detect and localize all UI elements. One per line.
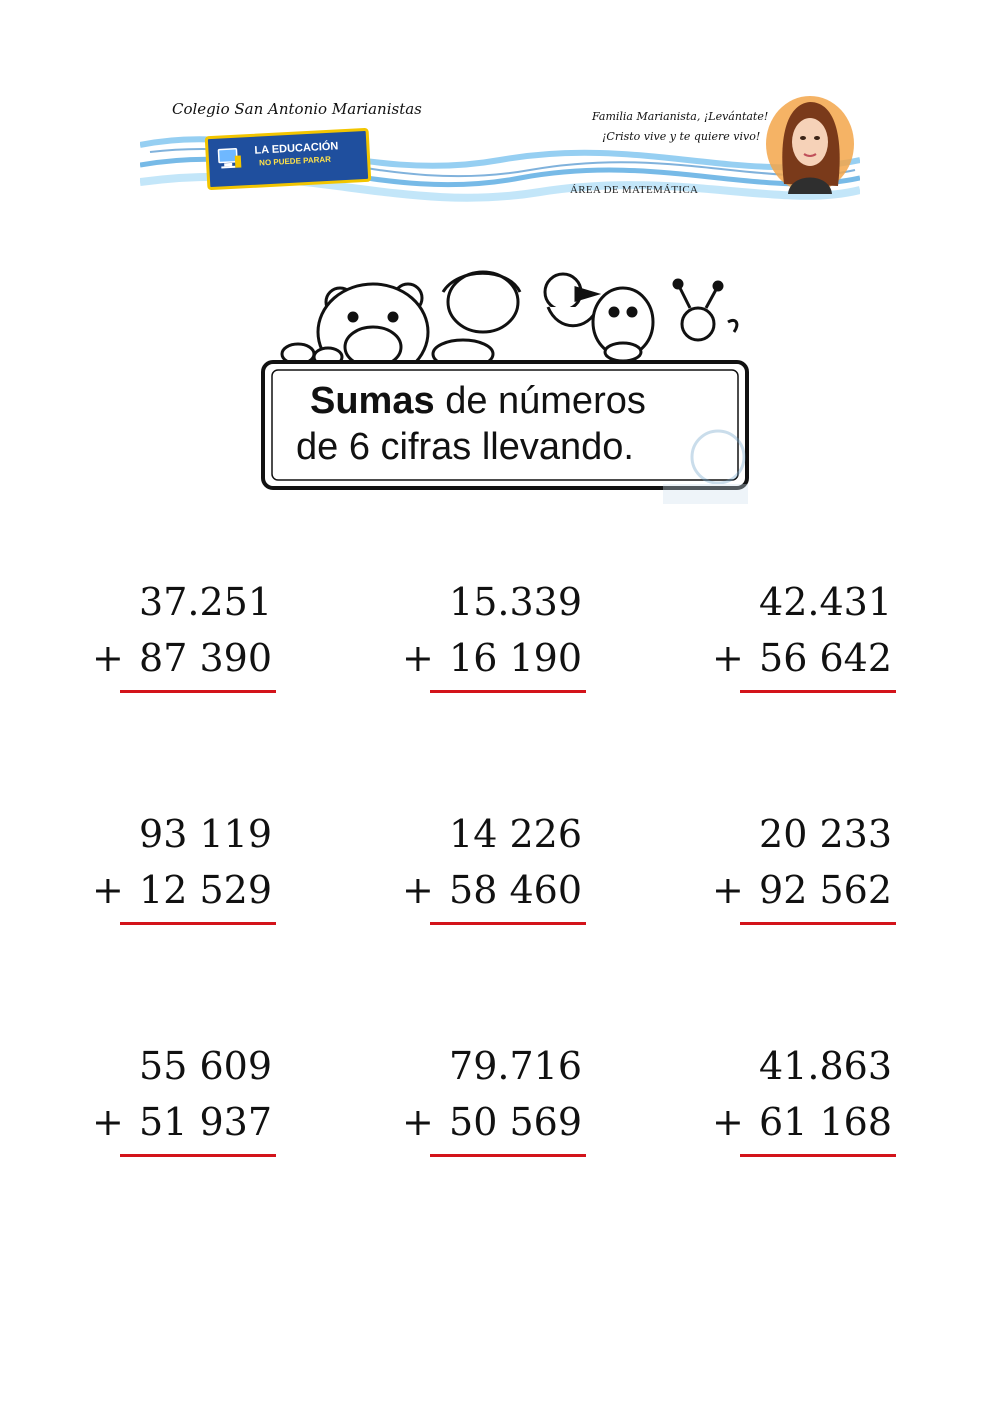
plus-sign: +: [402, 636, 434, 680]
answer-underline: [740, 1154, 896, 1157]
sum-2-addend-top: 15.339: [449, 580, 582, 624]
answer-underline: [740, 690, 896, 693]
answer-underline: [120, 922, 276, 925]
sum-3-addend-bottom: 56 642: [759, 636, 892, 680]
sum-2: [402, 580, 602, 700]
motto-line1: Familia Marianista, ¡Levántate!: [592, 110, 769, 123]
sum-4: [92, 812, 292, 932]
plus-sign: +: [92, 636, 124, 680]
header-banner: [140, 90, 860, 220]
subject-area: ÁREA DE MATEMÁTICA: [570, 184, 699, 196]
sum-9-addend-bottom: 61 168: [759, 1100, 892, 1144]
sum-4-addend-bottom: 12 529: [139, 868, 272, 912]
answer-underline: [740, 922, 896, 925]
worksheet-title-line2: de 6 cifras llevando.: [296, 426, 634, 468]
sum-5-addend-bottom: 58 460: [449, 868, 582, 912]
sum-4-addend-top: 93 119: [139, 812, 272, 856]
answer-underline: [120, 1154, 276, 1157]
school-name: Colegio San Antonio Marianistas: [172, 100, 422, 118]
sum-6-addend-top: 20 233: [759, 812, 892, 856]
sum-6: [712, 812, 912, 932]
campaign-line1: LA EDUCACIÓN: [254, 140, 339, 157]
sum-8-addend-bottom: 50 569: [449, 1100, 582, 1144]
campaign-logo: [205, 128, 372, 191]
computer-icon: [216, 145, 243, 172]
plus-sign: +: [92, 1100, 124, 1144]
worksheet-title-line1: [310, 380, 646, 423]
title-rest: de números: [445, 380, 646, 422]
sum-5-addend-top: 14 226: [449, 812, 582, 856]
campaign-line2: NO PUEDE PARAR: [258, 154, 332, 168]
plus-sign: +: [402, 868, 434, 912]
sum-9: [712, 1044, 912, 1164]
sum-1-addend-bottom: 87 390: [139, 636, 272, 680]
sum-7-addend-top: 55 609: [139, 1044, 272, 1088]
answer-underline: [430, 690, 586, 693]
sum-7: [92, 1044, 292, 1164]
plus-sign: +: [712, 1100, 744, 1144]
sum-2-addend-bottom: 16 190: [449, 636, 582, 680]
answer-underline: [430, 1154, 586, 1157]
motto-line2: ¡Cristo vive y te quiere vivo!: [602, 130, 761, 143]
sum-6-addend-bottom: 92 562: [759, 868, 892, 912]
title-bold-word: Sumas: [310, 380, 435, 422]
sum-1: [92, 580, 292, 700]
sum-3: [712, 580, 912, 700]
sum-5: [402, 812, 602, 932]
sum-8-addend-top: 79.716: [449, 1044, 582, 1088]
answer-underline: [430, 922, 586, 925]
sum-7-addend-bottom: 51 937: [139, 1100, 272, 1144]
answer-underline: [120, 690, 276, 693]
plus-sign: +: [712, 636, 744, 680]
sum-1-addend-top: 37.251: [139, 580, 272, 624]
sum-3-addend-top: 42.431: [759, 580, 892, 624]
sum-8: [402, 1044, 602, 1164]
sum-9-addend-top: 41.863: [759, 1044, 892, 1088]
plus-sign: +: [712, 868, 744, 912]
plus-sign: +: [92, 868, 124, 912]
teacher-avatar: [764, 94, 856, 194]
title-illustration: [258, 262, 752, 510]
plus-sign: +: [402, 1100, 434, 1144]
